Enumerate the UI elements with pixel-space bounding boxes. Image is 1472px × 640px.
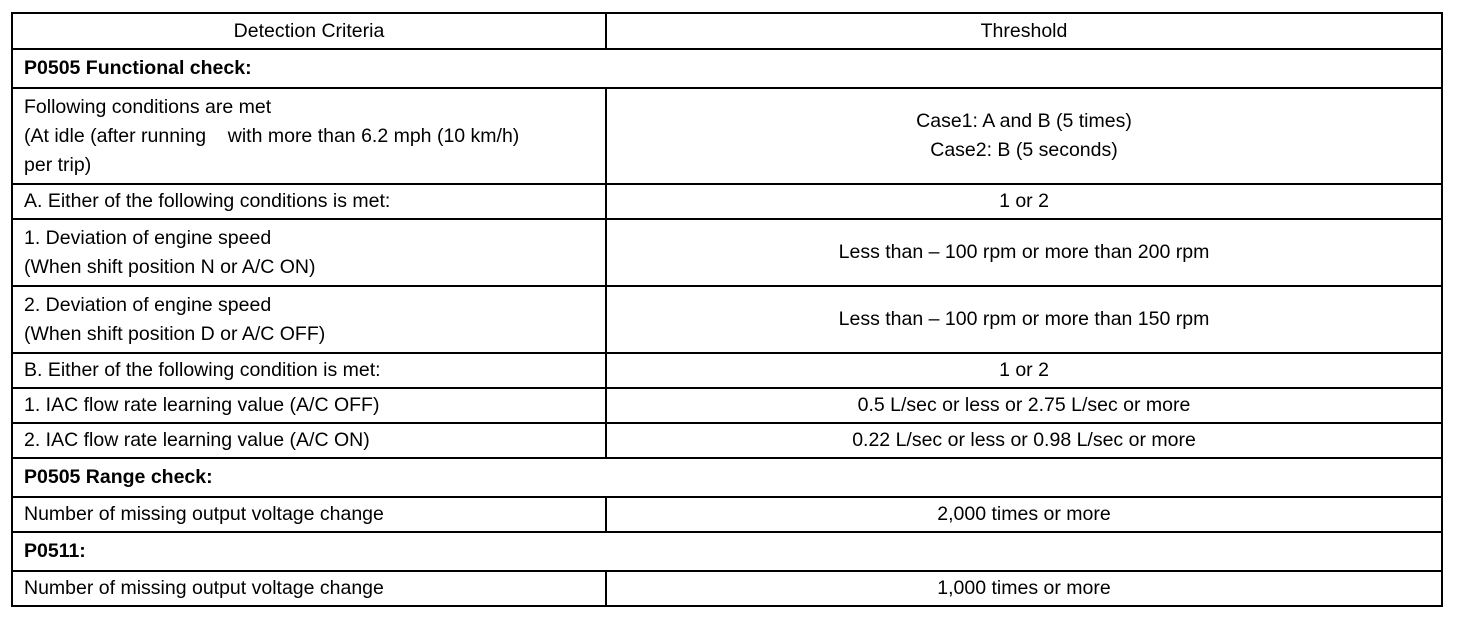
table-row <box>12 497 1442 532</box>
threshold-cell: 2,000 times or more <box>606 497 1442 532</box>
criteria-cell: A. Either of the following conditions is met: <box>12 184 606 219</box>
threshold-cell: Less than – 100 rpm or more than 200 rpm <box>606 219 1442 286</box>
criteria-line: (At idle (after running with more than 6.2 mph (10 km/h) <box>24 124 520 147</box>
threshold-cell: 1,000 times or more <box>606 571 1442 606</box>
criteria-line: per trip) <box>24 153 92 176</box>
criteria-line: 1. Deviation of engine speed <box>24 226 272 249</box>
criteria-cell <box>12 219 606 286</box>
criteria-cell: 1. IAC flow rate learning value (A/C OFF) <box>12 388 606 423</box>
section-row-functional <box>12 49 1442 88</box>
table-row <box>12 571 1442 606</box>
section-title-p0511: P0511: <box>12 532 1442 571</box>
section-title-functional-check: P0505 Functional check: <box>12 49 1442 88</box>
header-detection-criteria: Detection Criteria <box>12 13 606 49</box>
criteria-line: Following conditions are met <box>24 95 272 118</box>
section-row-range <box>12 458 1442 497</box>
criteria-cell: 2. IAC flow rate learning value (A/C ON) <box>12 423 606 458</box>
header-row <box>12 13 1442 49</box>
table-row <box>12 423 1442 458</box>
criteria-cell <box>12 286 606 353</box>
criteria-line: (When shift position D or A/C OFF) <box>24 322 326 345</box>
table-row <box>12 286 1442 353</box>
threshold-cell: 0.5 L/sec or less or 2.75 L/sec or more <box>606 388 1442 423</box>
threshold-cell: Less than – 100 rpm or more than 150 rpm <box>606 286 1442 353</box>
table-row <box>12 388 1442 423</box>
threshold-cell: 1 or 2 <box>606 353 1442 388</box>
criteria-cell: Number of missing output voltage change <box>12 497 606 532</box>
criteria-line: 2. Deviation of engine speed <box>24 293 272 316</box>
threshold-cell: 0.22 L/sec or less or 0.98 L/sec or more <box>606 423 1442 458</box>
table-row <box>12 219 1442 286</box>
threshold-line: Case1: A and B (5 times) <box>916 110 1132 132</box>
threshold-line: Case2: B (5 seconds) <box>930 139 1118 161</box>
criteria-cell <box>12 88 606 184</box>
criteria-cell: B. Either of the following condition is met: <box>12 353 606 388</box>
threshold-cell: 1 or 2 <box>606 184 1442 219</box>
table-row <box>12 353 1442 388</box>
table-row <box>12 184 1442 219</box>
criteria-cell: Number of missing output voltage change <box>12 571 606 606</box>
criteria-line: (When shift position N or A/C ON) <box>24 255 316 278</box>
detection-criteria-table <box>11 12 1443 607</box>
threshold-cell <box>606 88 1442 184</box>
section-title-range-check: P0505 Range check: <box>12 458 1442 497</box>
table-row <box>12 88 1442 184</box>
section-row-p0511 <box>12 532 1442 571</box>
header-threshold: Threshold <box>606 13 1442 49</box>
